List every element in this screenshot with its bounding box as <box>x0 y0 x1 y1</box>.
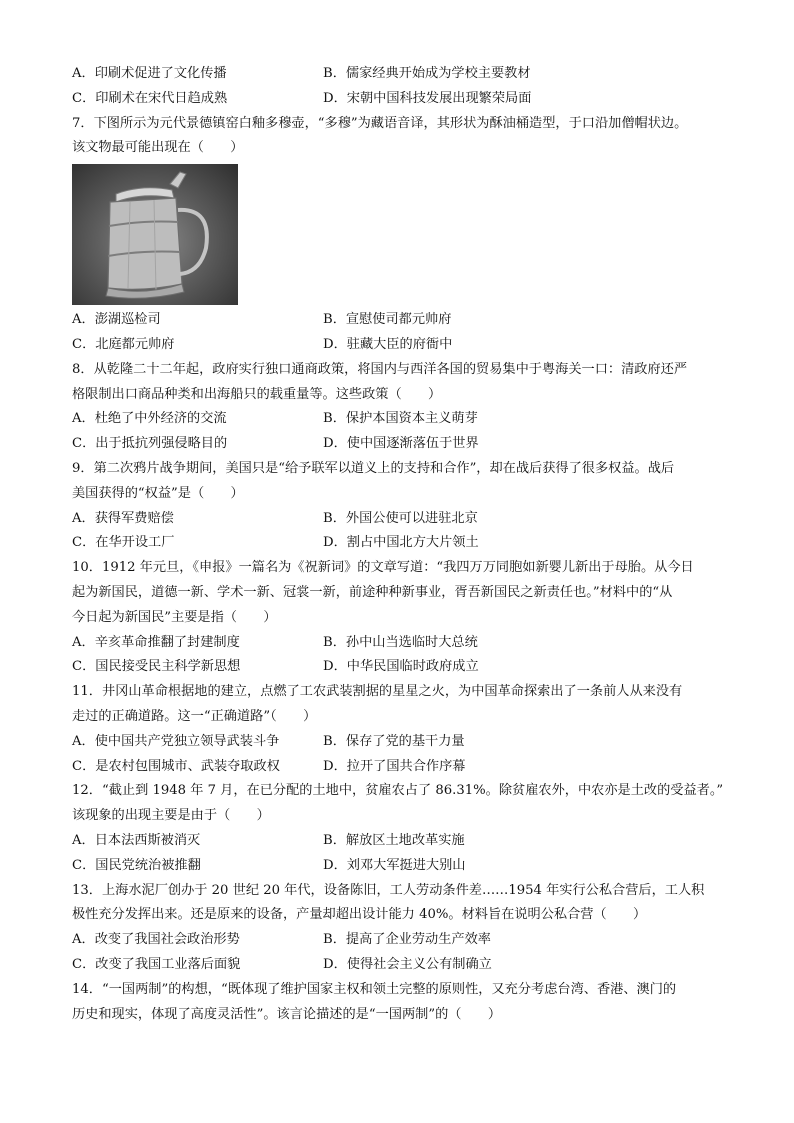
exam-page <box>72 62 732 1027</box>
q9-stem-line-2: 美国获得的“权益”是（ ） <box>72 485 244 501</box>
q7-option-d[interactable]: D．驻藏大臣的府衙中 <box>323 336 453 352</box>
q8-option-b[interactable]: B．保护本国资本主义萌芽 <box>323 411 478 427</box>
q13-option-c[interactable]: C．改变了我国工业落后面貌 <box>72 956 241 972</box>
q8-options-row-1 <box>72 407 732 432</box>
q11-options-row-1 <box>72 730 732 755</box>
q7-figure <box>72 161 732 308</box>
q13-option-a[interactable]: A．改变了我国社会政治形势 <box>72 932 240 948</box>
q10-option-d[interactable]: D．中华民国临时政府成立 <box>323 659 479 675</box>
q10-options-row-2 <box>72 655 732 680</box>
q13-stem-line-2: 极性充分发挥出来。还是原来的设备，产量却超出设计能力 40%。材料旨在说明公私合营（ ） <box>72 907 647 923</box>
q6-option-b[interactable]: B．儒家经典开始成为学校主要教材 <box>323 66 531 81</box>
q6-option-c[interactable]: C．印刷术在宋代日趋成熟 <box>72 90 228 106</box>
q8-stem-line-1: 8．从乾隆二十二年起，政府实行独口通商政策，将国内与西洋各国的贸易集中于粤海关一口：清政府还严 <box>72 361 688 377</box>
duomu-ewer-photo <box>72 164 238 305</box>
q8-options-row-2 <box>72 432 732 457</box>
q10-stem-line-1: 10．1912 年元旦，《申报》一篇名为《祝新词》的文章写道：“我四万万同胞如新婴儿新出于母胎。从今日 <box>72 560 694 576</box>
q12-options-row-1 <box>72 829 732 854</box>
q11-stem-line-1: 11．井冈山革命根据地的建立，点燃了工农武装割据的星星之火，为中国革命探索出了一条前人从来没有 <box>72 684 683 700</box>
q7-option-a[interactable]: A．澎湖巡检司 <box>72 312 161 328</box>
q11-options-row-2 <box>72 755 732 780</box>
q9-option-c[interactable]: C．在华开设工厂 <box>72 535 175 551</box>
q10-option-b[interactable]: B．孙中山当选临时大总统 <box>323 634 478 650</box>
q10-options-row-1 <box>72 631 732 656</box>
q9-options-row-2 <box>72 531 732 556</box>
q10-stem-line-3: 今日起为新国民”主要是指（ ） <box>72 609 277 625</box>
q9-option-d[interactable]: D．割占中国北方大片领土 <box>323 535 479 551</box>
q12-option-b[interactable]: B．解放区土地改革实施 <box>323 832 465 848</box>
q11-option-d[interactable]: D．拉开了国共合作序幕 <box>323 758 466 774</box>
q12-options-row-2 <box>72 854 732 879</box>
q7-stem-line-1: 7．下图所示为元代景德镇窑白釉多穆壶，“多穆”为藏语音译，其形状为酥油桶造型，于口沿加僧帽状边。 <box>72 115 688 131</box>
q12-option-c[interactable]: C．国民党统治被推翻 <box>72 857 201 873</box>
q11-option-a[interactable]: A．使中国共产党独立领导武装斗争 <box>72 733 280 749</box>
q7-option-b[interactable]: B．宣慰使司都元帅府 <box>323 312 452 328</box>
q10-option-c[interactable]: C．国民接受民主科学新思想 <box>72 659 241 675</box>
q6-options-row-1 <box>72 62 732 87</box>
q14-stem-line-2: 历史和现实，体现了高度灵活性”。该言论描述的是“一国两制”的（ ） <box>72 1006 502 1022</box>
q13-options-row-2 <box>72 953 732 978</box>
q6-option-d[interactable]: D．宋朝中国科技发展出现繁荣局面 <box>323 90 532 106</box>
q9-option-b[interactable]: B．外国公使可以进驻北京 <box>323 510 478 526</box>
q7-options-row-1 <box>72 308 732 333</box>
q8-option-c[interactable]: C．出于抵抗列强侵略目的 <box>72 436 228 452</box>
q11-option-b[interactable]: B．保存了党的基干力量 <box>323 733 465 749</box>
q12-option-d[interactable]: D．刘邓大军挺进大别山 <box>323 857 466 873</box>
q8-stem-line-2: 格限制出口商品种类和出海船只的载重量等。这些政策（ ） <box>72 386 442 402</box>
q9-stem-line-1: 9．第二次鸦片战争期间，美国只是“给予联军以道义上的支持和合作”，却在战后获得了很多权益。战后 <box>72 460 675 476</box>
q14-stem-line-1: 14．“一国两制”的构想，“既体现了维护国家主权和领土完整的原则性，又充分考虑台湾、香港、澳门的 <box>72 981 677 997</box>
q8-option-a[interactable]: A．杜绝了中外经济的交流 <box>72 411 227 427</box>
q6-option-a[interactable]: A．印刷术促进了文化传播 <box>72 66 227 81</box>
q9-option-a[interactable]: A．获得军费赔偿 <box>72 510 174 526</box>
q12-option-a[interactable]: A．日本法西斯被消灭 <box>72 832 201 848</box>
q13-option-b[interactable]: B．提高了企业劳动生产效率 <box>323 932 491 948</box>
q13-stem-line-1: 13．上海水泥厂创办于 20 世纪 20 年代，设备陈旧，工人劳动条件差……1954 年实行公私合营后，工人积 <box>72 882 705 898</box>
q11-option-c[interactable]: C．是农村包围城市、武装夺取政权 <box>72 758 280 774</box>
q10-stem-line-2: 起为新国民，道德一新、学术一新、冠裳一新，前途种种新事业，胥吾新国民之新责任也。”材料中的“从 <box>72 584 673 600</box>
q9-options-row-1 <box>72 507 732 532</box>
q7-option-c[interactable]: C．北庭都元帅府 <box>72 336 175 352</box>
q13-option-d[interactable]: D．使得社会主义公有制确立 <box>323 956 492 972</box>
q12-stem-line-2: 该现象的出现主要是由于（ ） <box>72 808 270 824</box>
q6-options-row-2 <box>72 87 732 112</box>
q13-options-row-1 <box>72 928 732 953</box>
q7-options-row-2 <box>72 333 732 358</box>
q8-option-d[interactable]: D．使中国逐渐落伍于世界 <box>323 436 479 452</box>
q11-stem-line-2: 走过的正确道路。这一“正确道路”（ ） <box>72 708 317 724</box>
q10-option-a[interactable]: A．辛亥革命推翻了封建制度 <box>72 634 240 650</box>
q12-stem-line-1: 12．“截止到 1948 年 7 月，在已分配的土地中，贫雇农占了 86.31%。除贫雇农外，中农亦是土改的受益者。” <box>72 783 724 799</box>
q7-stem-line-2: 该文物最可能出现在（ ） <box>72 140 244 156</box>
